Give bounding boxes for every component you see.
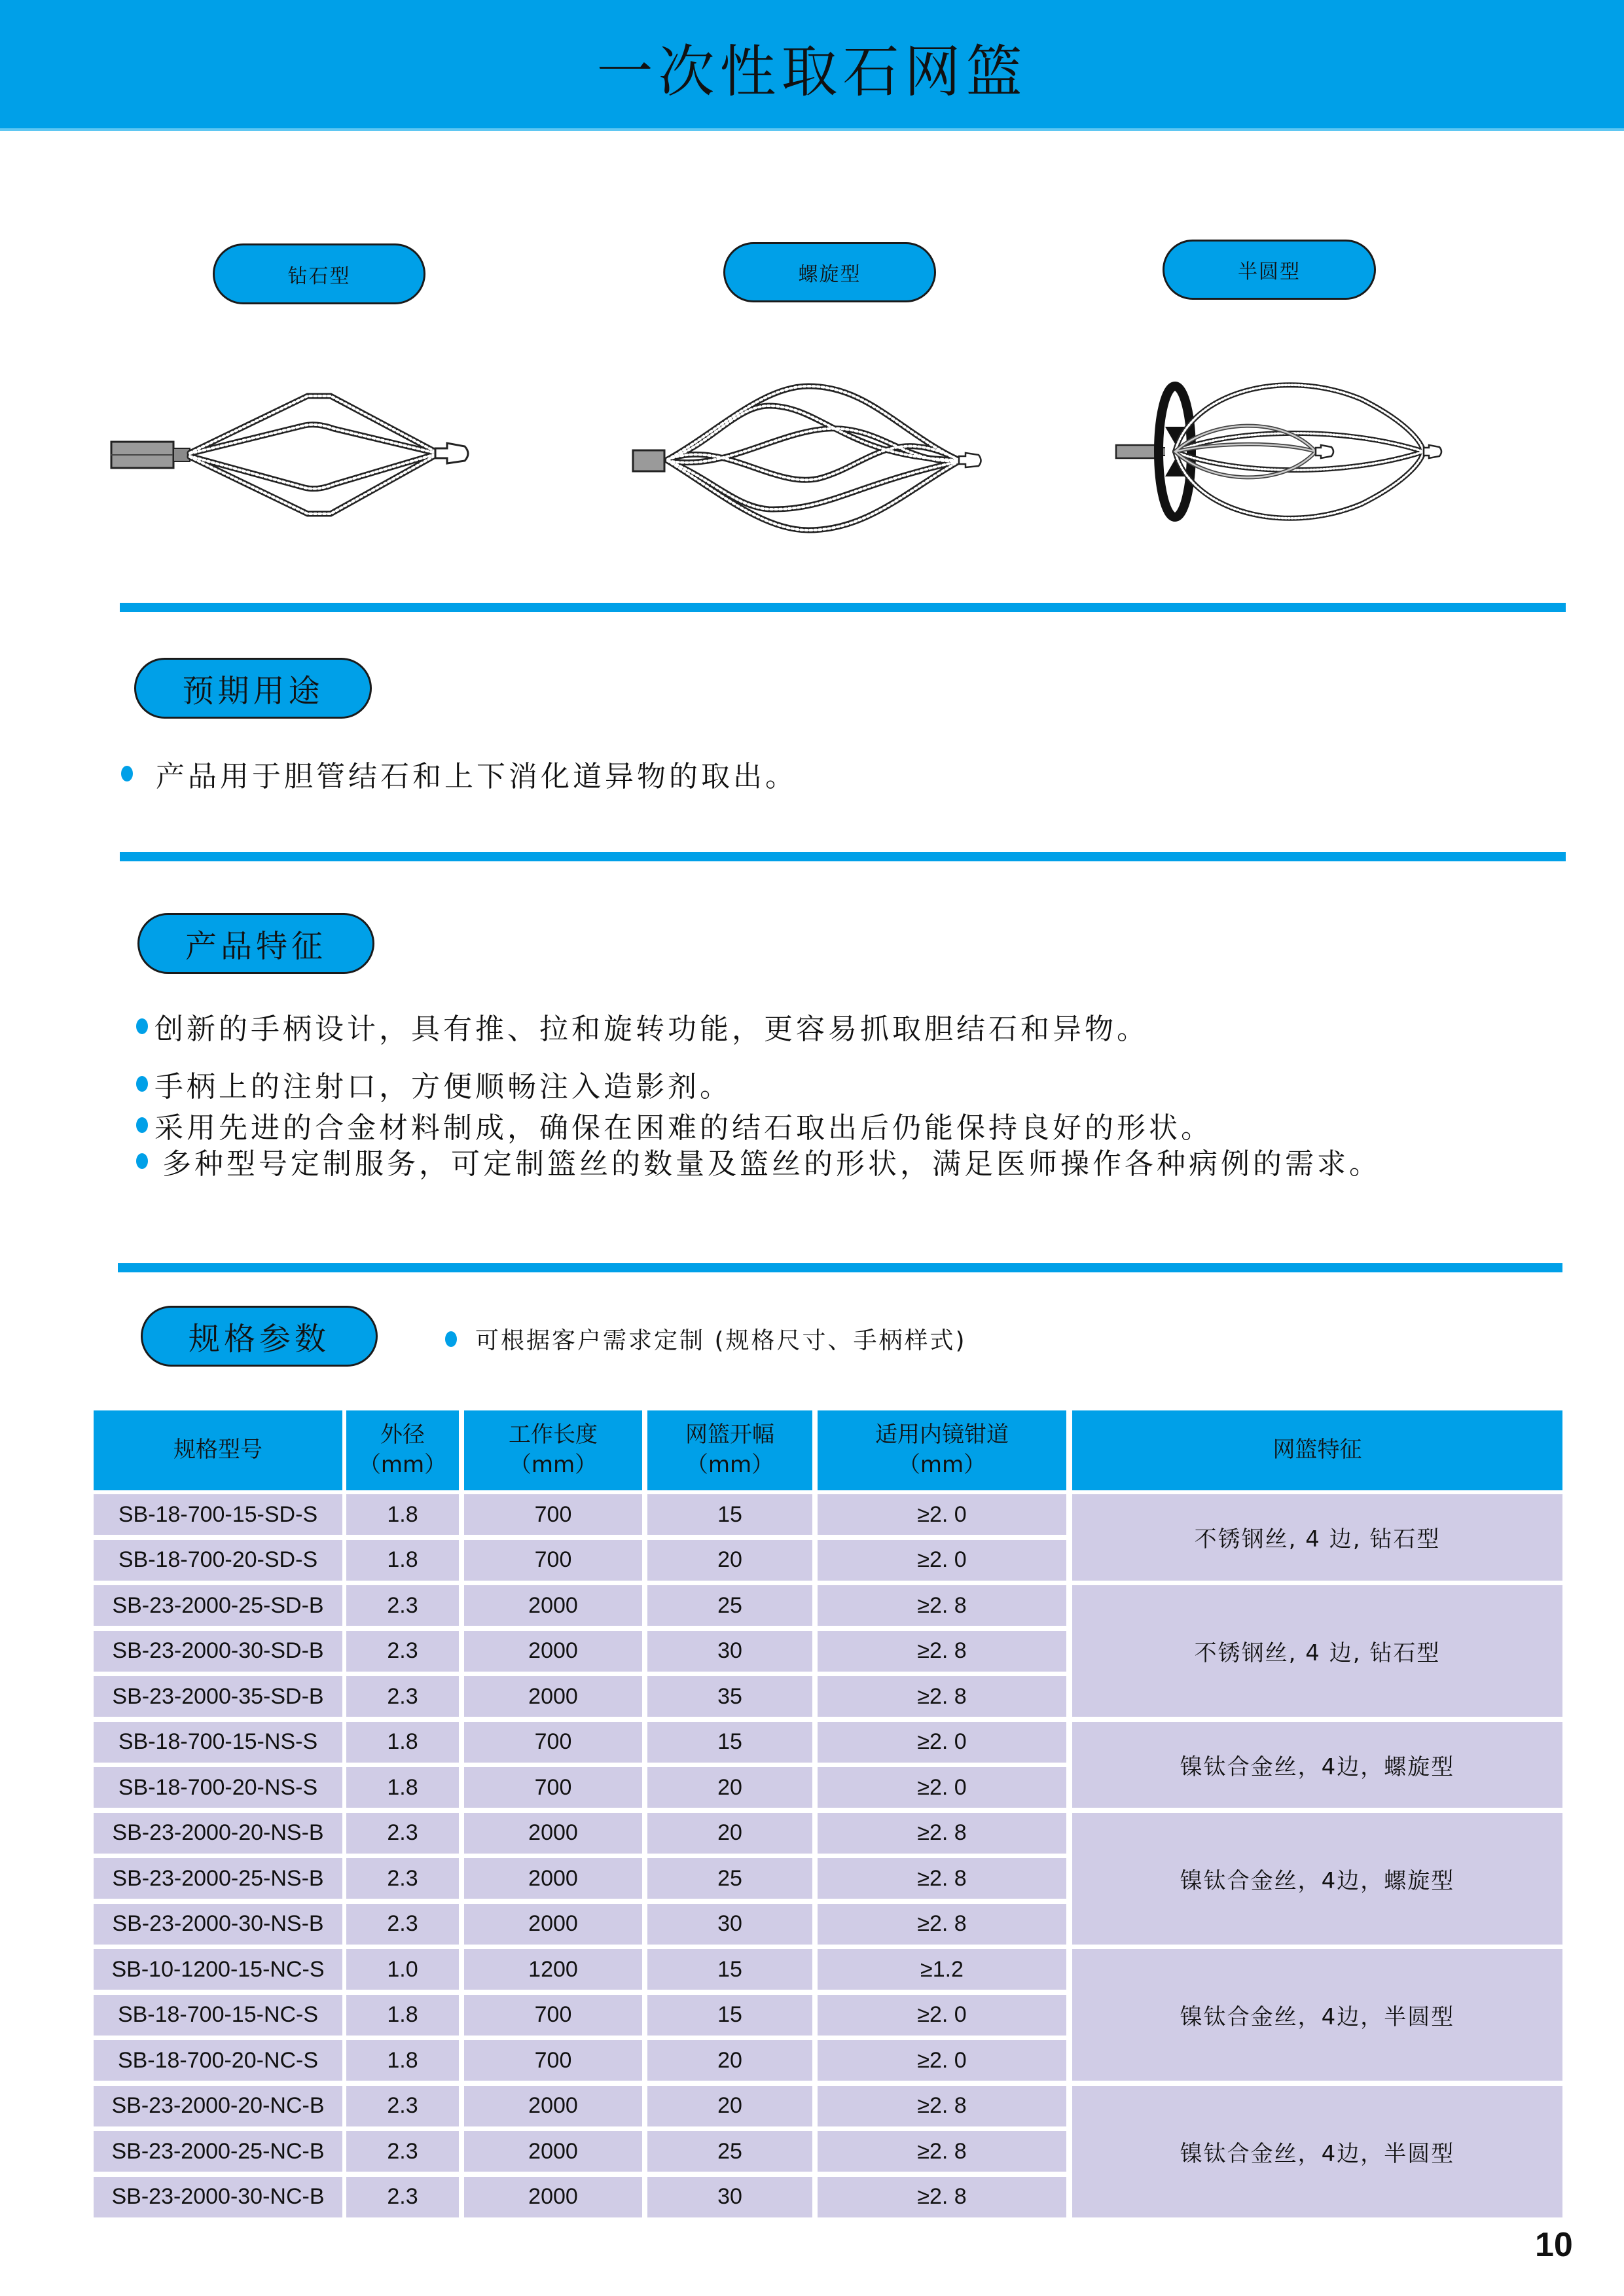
table-cell-basket-feature: 不锈钢丝, 4 边, 钻石型 xyxy=(1072,1585,1562,1717)
table-cell-od: 2.3 xyxy=(346,2086,459,2126)
bullet-icon xyxy=(136,1117,148,1133)
specs-note xyxy=(445,1322,967,1355)
table-cell-opening: 15 xyxy=(647,1949,812,1990)
basket-type-spiral-label xyxy=(723,242,936,302)
note-text: 可根据客户需求定制 (规格尺寸、手柄样式) xyxy=(475,1327,967,1354)
table-cell-channel: ≥2. 8 xyxy=(818,1631,1066,1672)
table-cell-length: 2000 xyxy=(464,1631,642,1672)
table-cell-od: 2.3 xyxy=(346,1585,459,1626)
bullet-icon xyxy=(136,1153,148,1169)
features-heading xyxy=(137,913,374,974)
table-cell-channel: ≥2. 8 xyxy=(818,2177,1066,2217)
table-cell-length: 2000 xyxy=(464,1585,642,1626)
bullet-text: 多种型号定制服务，可定制篮丝的数量及篮丝的形状，满足医师操作各种病例的需求。 xyxy=(162,1147,1381,1181)
table-cell-channel: ≥2. 0 xyxy=(818,1540,1066,1581)
table-cell-basket-feature: 镍钛合金丝，4边，半圆型 xyxy=(1072,1949,1562,2081)
feature-bullet xyxy=(136,1005,1149,1047)
bullet-text: 创新的手柄设计，具有推、拉和旋转功能，更容易抓取胆结石和异物。 xyxy=(154,1013,1149,1046)
table-cell-model: SB-23-2000-25-SD-B xyxy=(94,1585,342,1626)
table-cell-opening: 20 xyxy=(647,2040,812,2081)
intended-use-heading xyxy=(134,658,372,719)
table-cell-od: 2.3 xyxy=(346,1904,459,1945)
table-cell-od: 2.3 xyxy=(346,1631,459,1672)
table-cell-length: 2000 xyxy=(464,2086,642,2126)
table-cell-length: 700 xyxy=(464,1767,642,1808)
table-cell-od: 1.0 xyxy=(346,1949,459,1990)
section-heading: 规格参数 xyxy=(188,1321,330,1357)
table-cell-od: 1.8 xyxy=(346,1722,459,1763)
bullet-text: 采用先进的合金材料制成，确保在困难的结石取出后仍能保持良好的形状。 xyxy=(154,1111,1213,1145)
table-cell-opening: 25 xyxy=(647,2131,812,2172)
table-cell-model: SB-18-700-15-NC-S xyxy=(94,1995,342,2036)
table-cell-opening: 35 xyxy=(647,1676,812,1717)
bullet-text: 手柄上的注射口，方便顺畅注入造影剂。 xyxy=(154,1070,732,1103)
header-basket-feature xyxy=(1072,1410,1562,1490)
basket-type-label: 钻石型 xyxy=(287,264,351,288)
table-cell-model: SB-18-700-15-SD-S xyxy=(94,1494,342,1535)
bullet-icon xyxy=(445,1331,457,1347)
table-cell-channel: ≥2. 0 xyxy=(818,1494,1066,1535)
table-cell-length: 700 xyxy=(464,1540,642,1581)
table-cell-channel: ≥2. 8 xyxy=(818,1585,1066,1626)
header-unit: （mm） xyxy=(509,1452,598,1478)
table-cell-od: 1.8 xyxy=(346,1995,459,2036)
header-endoscope-channel xyxy=(818,1410,1066,1490)
table-cell-opening: 15 xyxy=(647,1722,812,1763)
table-cell-channel: ≥2. 0 xyxy=(818,1995,1066,2036)
header-label: 规格型号 xyxy=(173,1437,262,1463)
table-cell-model: SB-18-700-15-NS-S xyxy=(94,1722,342,1763)
table-cell-length: 2000 xyxy=(464,2177,642,2217)
table-cell-opening: 20 xyxy=(647,1540,812,1581)
table-cell-channel: ≥2. 8 xyxy=(818,1813,1066,1854)
table-cell-length: 700 xyxy=(464,1494,642,1535)
table-cell-model: SB-23-2000-20-NS-B xyxy=(94,1813,342,1854)
intended-use-bullet xyxy=(121,753,797,795)
table-cell-channel: ≥2. 8 xyxy=(818,1904,1066,1945)
section-divider xyxy=(120,852,1566,861)
table-cell-od: 1.8 xyxy=(346,1540,459,1581)
basket-type-label: 螺旋型 xyxy=(798,263,861,286)
table-cell-model: SB-10-1200-15-NC-S xyxy=(94,1949,342,1990)
table-cell-channel: ≥2. 0 xyxy=(818,1767,1066,1808)
table-cell-opening: 15 xyxy=(647,1494,812,1535)
table-cell-opening: 30 xyxy=(647,1631,812,1672)
table-cell-length: 700 xyxy=(464,1722,642,1763)
bullet-text: 产品用于胆管结石和上下消化道异物的取出。 xyxy=(156,760,797,793)
table-cell-model: SB-18-700-20-SD-S xyxy=(94,1540,342,1581)
table-cell-model: SB-18-700-20-NS-S xyxy=(94,1767,342,1808)
table-cell-length: 2000 xyxy=(464,1813,642,1854)
header-label: 工作长度 xyxy=(509,1422,598,1448)
table-cell-opening: 25 xyxy=(647,1858,812,1899)
header-model xyxy=(94,1410,342,1490)
feature-bullet xyxy=(136,1140,1381,1182)
header-label: 网篮特征 xyxy=(1272,1437,1362,1463)
header-label: 外径 xyxy=(380,1422,425,1448)
header-unit: （mm） xyxy=(897,1452,986,1478)
table-cell-channel: ≥2. 8 xyxy=(818,1676,1066,1717)
table-cell-channel: ≥2. 8 xyxy=(818,2086,1066,2126)
semicircle-basket-illustration xyxy=(1113,380,1506,530)
page-title: 一次性取石网篮 xyxy=(596,39,1028,105)
table-cell-od: 2.3 xyxy=(346,1858,459,1899)
table-cell-od: 1.8 xyxy=(346,1767,459,1808)
table-cell-opening: 15 xyxy=(647,1995,812,2036)
table-cell-channel: ≥1.2 xyxy=(818,1949,1066,1990)
table-cell-length: 2000 xyxy=(464,1904,642,1945)
table-cell-od: 2.3 xyxy=(346,1813,459,1854)
table-cell-basket-feature: 镍钛合金丝，4边，半圆型 xyxy=(1072,2086,1562,2217)
table-cell-od: 2.3 xyxy=(346,1676,459,1717)
section-divider xyxy=(118,1263,1562,1272)
table-cell-basket-feature: 镍钛合金丝，4边，螺旋型 xyxy=(1072,1813,1562,1945)
table-cell-od: 1.8 xyxy=(346,2040,459,2081)
header-unit: （mm） xyxy=(685,1452,774,1478)
header-basket-opening xyxy=(647,1410,812,1490)
basket-type-diamond-label xyxy=(213,243,425,304)
table-cell-model: SB-23-2000-25-NC-B xyxy=(94,2131,342,2172)
table-cell-od: 2.3 xyxy=(346,2131,459,2172)
table-cell-model: SB-23-2000-30-NC-B xyxy=(94,2177,342,2217)
basket-type-semicircle-label xyxy=(1163,240,1376,300)
section-heading: 预期用途 xyxy=(182,673,324,709)
basket-type-label: 半圆型 xyxy=(1238,260,1301,283)
table-cell-length: 700 xyxy=(464,2040,642,2081)
table-cell-opening: 30 xyxy=(647,2177,812,2217)
table-cell-length: 2000 xyxy=(464,1676,642,1717)
table-cell-model: SB-23-2000-35-SD-B xyxy=(94,1676,342,1717)
table-cell-basket-feature: 镍钛合金丝，4边，螺旋型 xyxy=(1072,1722,1562,1808)
header-working-length xyxy=(464,1410,642,1490)
table-cell-channel: ≥2. 8 xyxy=(818,2131,1066,2172)
page-number: 10 xyxy=(1535,2226,1573,2264)
section-divider xyxy=(120,603,1566,612)
bullet-icon xyxy=(136,1018,148,1034)
table-cell-channel: ≥2. 0 xyxy=(818,2040,1066,2081)
table-cell-opening: 20 xyxy=(647,1813,812,1854)
header-label: 网篮开幅 xyxy=(685,1422,774,1448)
specs-heading xyxy=(141,1306,378,1367)
header-bar xyxy=(0,0,1624,131)
header-label: 适用内镜钳道 xyxy=(875,1422,1009,1448)
table-cell-basket-feature: 不锈钢丝, 4 边, 钻石型 xyxy=(1072,1494,1562,1581)
bullet-icon xyxy=(121,766,133,781)
table-cell-model: SB-18-700-20-NC-S xyxy=(94,2040,342,2081)
table-cell-model: SB-23-2000-25-NS-B xyxy=(94,1858,342,1899)
table-cell-length: 700 xyxy=(464,1995,642,2036)
table-cell-channel: ≥2. 8 xyxy=(818,1858,1066,1899)
table-cell-length: 2000 xyxy=(464,1858,642,1899)
spiral-basket-illustration xyxy=(632,380,1024,537)
table-cell-model: SB-23-2000-30-SD-B xyxy=(94,1631,342,1672)
section-heading: 产品特征 xyxy=(185,928,327,965)
header-unit: （mm） xyxy=(358,1452,447,1478)
table-cell-od: 1.8 xyxy=(346,1494,459,1535)
table-cell-model: SB-23-2000-20-NC-B xyxy=(94,2086,342,2126)
table-cell-channel: ≥2. 0 xyxy=(818,1722,1066,1763)
diamond-basket-illustration xyxy=(108,380,501,524)
feature-bullet xyxy=(136,1063,732,1105)
table-cell-length: 1200 xyxy=(464,1949,642,1990)
bullet-icon xyxy=(136,1076,148,1092)
table-cell-opening: 20 xyxy=(647,1767,812,1808)
table-cell-opening: 25 xyxy=(647,1585,812,1626)
table-cell-model: SB-23-2000-30-NS-B xyxy=(94,1904,342,1945)
table-cell-opening: 20 xyxy=(647,2086,812,2126)
table-cell-od: 2.3 xyxy=(346,2177,459,2217)
header-outer-diameter xyxy=(346,1410,459,1490)
table-cell-length: 2000 xyxy=(464,2131,642,2172)
table-cell-opening: 30 xyxy=(647,1904,812,1945)
